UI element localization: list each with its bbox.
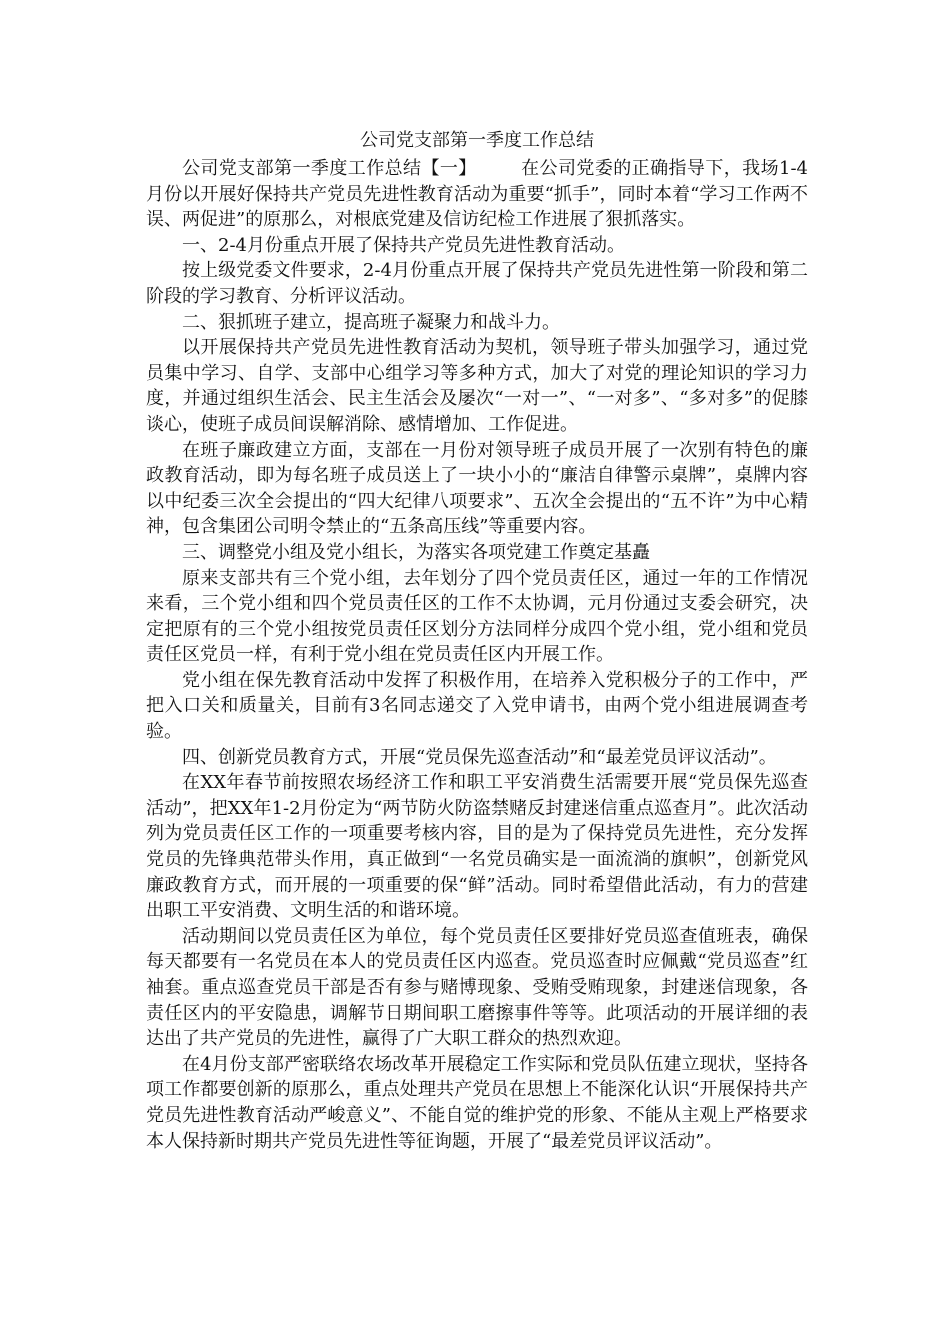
document-title: 公司党支部第一季度工作总结 [360, 130, 594, 151]
body-paragraph: 活动期间以党员责任区为单位，每个党员责任区要排好党员巡查值班表，确保每天都要有一名党员在本人的党员责任区内巡查。党员巡查时应佩戴“党员巡查”红袖套。重点巡查党员干部是否有参与赌博现象、受贿受贿现象，封建迷信现象，各责任区内的平安隐患，调解节日期间职工磨擦事件等等。此项活动的开展详细的表达出了共产党员的先进性，赢得了广大职工群众的热烈欢迎。 [146, 925, 808, 1050]
body-paragraph: 党小组在保先教育活动中发挥了积极作用，在培养入党积极分子的工作中，严把入口关和质量关，目前有3名同志递交了入党申请书，由两个党小组进展调查考验。 [146, 669, 808, 743]
body-paragraph: 在XX年春节前按照农场经济工作和职工平安消费生活需要开展“党员保先巡查活动”，把XX年1-2月份定为“两节防火防盗禁赌反封建迷信重点巡查月”。此次活动列为党员责任区工作的一项重要考核内容，目的是为了保持党员先进性，充分发挥党员的先锋典范带头作用，真正做到“一名党员确实是一面流淌的旗帜”，创新党风廉政教育方式，而开展的一项重要的保“鲜”活动。同时希望借此活动，有力的营建出职工平安消费、文明生活的和谐环境。 [146, 772, 808, 922]
body-paragraph: 在班子廉政建立方面，支部在一月份对领导班子成员开展了一次别有特色的廉政教育活动，即为每名班子成员送上了一块小小的“廉洁自律警示桌牌”，桌牌内容以中纪委三次全会提出的“四大纪律八项要求”、五次全会提出的“五不许”为中心精神，包含集团公司明令禁止的“五条高压线”等重要内容。 [146, 439, 808, 538]
body-paragraph: 按上级党委文件要求，2-4月份重点开展了保持共产党员先进性第一阶段和第二阶段的学习教育、分析评议活动。 [146, 260, 808, 307]
section-heading-3: 三、调整党小组及党小组长，为落实各项党建工作奠定基矗 [182, 541, 650, 563]
document-page [146, 126, 808, 1154]
section-heading-4: 四、创新党员教育方式，开展“党员保先巡查活动”和“最差党员评议活动”。 [182, 746, 777, 768]
intro-heading: 公司党支部第一季度工作总结【一】 [182, 158, 477, 179]
section-heading-2: 二、狠抓班子建立，提高班子凝聚力和战斗力。 [182, 311, 560, 333]
intro-text: 在公司党委的正确指导下，我场1-4月份以开展好保持共产党员先进性教育活动为重要“抓手”，同时本着“学习工作两不误、两促进”的原那么，对根底党建及信访纪检工作进展了狠抓落实。 [146, 158, 808, 231]
body-paragraph: 原来支部共有三个党小组，去年划分了四个党员责任区，通过一年的工作情况来看，三个党小组和四个党员责任区的工作不太协调，元月份通过支委会研究，决定把原有的三个党小组按党员责任区划分方法同样分成四个党小组，党小组和党员责任区党员一样，有利于党小组在党员责任区内开展工作。 [146, 567, 808, 666]
body-paragraph: 在4月份支部严密联络农场改革开展稳定工作实际和党员队伍建立现状，坚持各项工作都要创新的原那么，重点处理共产党员在思想上不能深化认识“开展保持共产党员先进性教育活动严峻意义”、不能自觉的维护党的形象、不能从主观上严格要求本人保持新时期共产党员先进性等征询题，开展了“最差党员评议活动”。 [146, 1053, 808, 1152]
section-heading-1: 一、2-4月份重点开展了保持共产党员先进性教育活动。 [182, 234, 625, 256]
intro-paragraph [146, 156, 808, 233]
body-paragraph: 以开展保持共产党员先进性教育活动为契机，领导班子带头加强学习，通过党员集中学习、自学、支部中心组学习等多种方式，加大了对党的理论知识的学习力度，并通过组织生活会、民主生活会及屡次“一对一”、“一对多”、“多对多”的促膝谈心，使班子成员间误解消除、感情增加、工作促进。 [146, 337, 808, 435]
